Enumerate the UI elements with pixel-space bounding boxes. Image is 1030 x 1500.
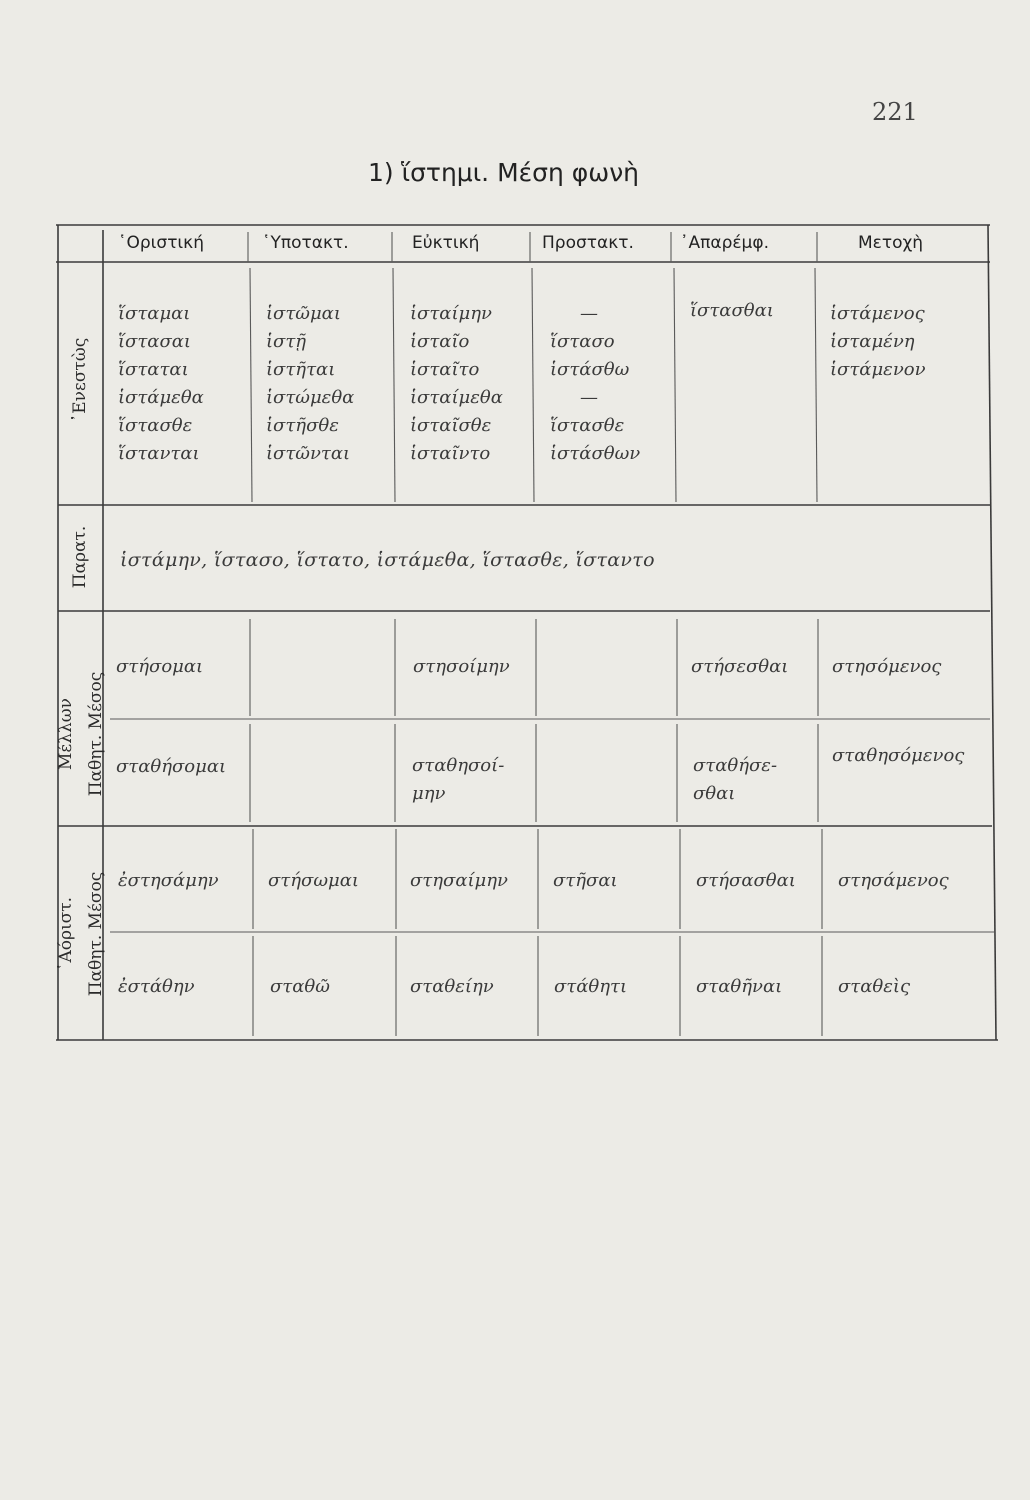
aorist-middle-optative: στησαίμην [410,870,508,891]
label-future-voices: Παθητ. Μέσος [86,671,106,797]
list-item: — [580,303,598,324]
aorist-passive-optative: σταθείην [410,976,494,997]
page-title: 1) ἵστημι. Μέση φωνὴ [368,158,640,187]
imperfect-forms: ἱστάμην, ἵστασο, ἵστατο, ἱστάμεθα, ἵστασθε, ἵσταντο [120,549,655,571]
table-right-border [988,225,996,1040]
list-item: ἵστασαι [118,331,191,352]
aorist-middle-indicative: ἐστησάμην [118,870,219,891]
list-item: ἵσταται [118,359,189,380]
list-item: ἱστάμεθα [118,387,204,408]
present-optative-list [410,300,503,468]
list-item: — [580,387,598,408]
label-future-tense: Μέλλων [56,698,76,770]
list-item: ἱστάμενος [830,303,925,324]
list-item: ἵσταμαι [118,303,191,324]
present-indicative-list [118,300,204,468]
future-middle-optative: στησοίμην [413,656,510,677]
aorist-middle-subjunctive: στήσωμαι [268,870,359,891]
list-item: ἱσταίμην [410,303,492,324]
present-infinitive: ἵστασθαι [690,300,774,321]
list-item: ἵστασθε [550,415,625,436]
label-present: ᾿Ενεστὼς [70,337,90,423]
header-indicative: ῾Οριστική [118,233,204,253]
list-item: ἱσταῖντο [410,443,491,464]
future-passive-infinitive [693,752,777,808]
header-subjunctive: ῾Υποτακτ. [262,233,349,253]
header-optative: Εὐκτική [412,233,480,253]
list-item: ἱστάμενον [830,359,926,380]
list-item: ἱσταίμεθα [410,387,503,408]
future-passive-participle: σταθησόμενος [832,745,965,766]
list-item: ἵστανται [118,443,200,464]
aorist-passive-subjunctive: σταθῶ [270,976,330,997]
label-aorist-tense: ῾Αόριστ. [56,896,76,972]
label-aorist-voices: Παθητ. Μέσος [86,871,106,997]
list-item: ἱστῆσθε [266,415,339,436]
present-subjunctive-list [266,300,354,468]
header-imperative: Προστακτ. [542,233,634,253]
list-item: σταθήσε- [693,755,778,776]
future-passive-indicative: σταθήσομαι [116,756,227,777]
list-item: ἱστῶμαι [266,303,341,324]
aorist-middle-imperative: στῆσαι [553,870,618,891]
list-item: ἱσταῖτο [410,359,480,380]
label-future [51,634,111,834]
list-item: ἱστῆται [266,359,336,380]
list-item: ἵστασθε [118,415,193,436]
present-imperative-list [550,300,660,468]
list-item: ἱστάσθων [550,443,641,464]
list-item: ἱσταῖο [410,331,470,352]
list-item: ἱσταμένη [830,331,915,352]
aorist-passive-participle: σταθεὶς [838,976,911,997]
list-item: σταθησοί- [412,755,505,776]
aorist-middle-infinitive: στήσασθαι [696,870,796,891]
list-item: μην [412,783,446,804]
present-participle-list [830,300,926,384]
list-item: σθαι [693,783,736,804]
future-middle-indicative: στήσομαι [116,656,204,677]
list-item: ἱστῶνται [266,443,351,464]
future-middle-participle: στησόμενος [832,656,942,677]
page-number: 221 [872,98,918,126]
header-participle: Μετοχὴ [858,233,924,253]
aorist-passive-infinitive: σταθῆναι [696,976,783,997]
future-passive-optative [412,752,504,808]
list-item: ἵστασο [550,331,615,352]
future-middle-infinitive: στήσεσθαι [691,656,789,677]
aorist-passive-imperative: στάθητι [554,976,628,997]
list-item: ἱστάσθω [550,359,630,380]
list-item: ἱστῇ [266,331,307,352]
label-aorist [51,834,111,1034]
aorist-passive-indicative: ἐστάθην [118,976,195,997]
list-item: ἱστώμεθα [266,387,355,408]
header-infinitive: ᾿Απαρέμφ. [680,233,769,253]
list-item: ἱσταῖσθε [410,415,492,436]
label-imperfect: Παρατ. [70,525,90,589]
aorist-middle-participle: στησάμενος [838,870,949,891]
